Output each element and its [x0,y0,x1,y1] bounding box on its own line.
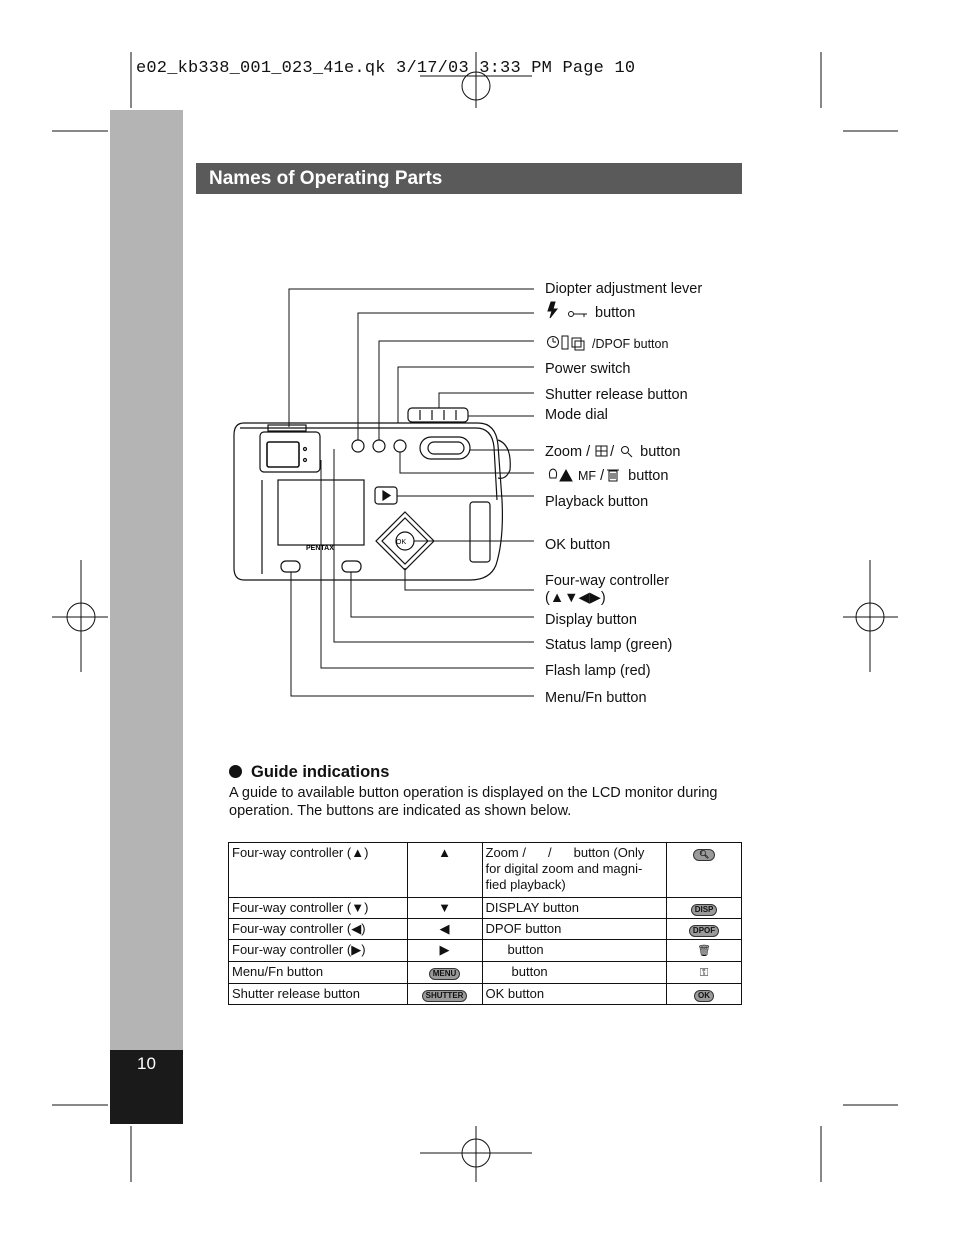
guide-text: A guide to available button operation is displayed on the LCD monitor during operation. The buttons are indicated as shown below. [229,785,718,819]
label-fourway: Four-way controller [545,573,670,589]
table-row [229,898,742,919]
label-diopter: Diopter adjustment lever [545,281,703,297]
key-icon: ⚿ [667,962,742,984]
landscape-icon [560,470,572,481]
table-row [229,984,742,1005]
down-arrow-symbol: ▼ [407,898,482,919]
table-row [229,919,742,940]
dpof-badge: DPOF [689,925,719,937]
zoom-icon: 🔍︎ [667,843,742,898]
label-flash-protect: button [595,305,636,321]
ok-key-text: OK [396,539,407,546]
left-arrow-symbol: ◀ [407,919,482,940]
self-timer-icon [548,337,559,348]
table-cell: button [482,940,667,962]
page-title: Names of Operating Parts [209,168,443,189]
trash-icon: 🗑︎ [667,940,742,962]
up-arrow-symbol: ▲ [407,843,482,898]
table-cell: Four-way controller (▶) [229,940,408,962]
label-playback: Playback button [545,494,649,510]
table-cell: button [482,962,667,984]
label-zoom: Zoom / / button [545,444,681,460]
continuous-icon [572,338,581,347]
label-status-lamp: Status lamp (green) [545,637,673,653]
label-flash-lamp: Flash lamp (red) [545,663,651,679]
menu-badge: MENU [429,968,461,980]
table-row [229,843,742,898]
label-fourway-arrows: (▲▼◀▶) [545,590,606,606]
table-cell: Four-way controller (◀) [229,919,408,940]
brand-logo: PENTAX [306,545,334,552]
disp-badge: DISP [691,904,718,916]
label-menu: Menu/Fn button [545,690,647,706]
guide-heading: Guide indications [229,763,389,782]
label-selftimer-dpof: /DPOF button [592,337,669,351]
label-ok: OK button [545,537,611,553]
guide-table [228,842,742,1005]
shutter-badge: SHUTTER [422,990,468,1002]
label-shutter: Shutter release button [545,387,688,403]
table-row [229,962,742,984]
table-cell: DISPLAY button [482,898,667,919]
label-display: Display button [545,612,637,628]
label-focus-delete: MF / button [578,468,669,484]
table-cell: Shutter release button [229,984,408,1005]
table-cell: Zoom / / button (Only for digital zoom and magni-fied playback) [482,843,667,898]
label-mode-dial: Mode dial [545,407,608,423]
bullet-icon [229,765,242,778]
macro-icon [549,469,556,478]
table-cell: OK button [482,984,667,1005]
flash-icon [548,302,557,318]
table-cell: Four-way controller (▲) [229,843,408,898]
right-arrow-symbol: ▶ [407,940,482,962]
ok-badge: OK [694,990,714,1002]
table-row [229,940,742,962]
page-number: 10 [137,1054,156,1073]
label-power: Power switch [545,361,631,377]
table-cell: Four-way controller (▼) [229,898,408,919]
file-header: e02_kb338_001_023_41e.qk 3/17/03 3:33 PM Page 10 [136,59,636,78]
remote-icon [562,336,568,349]
table-cell: Menu/Fn button [229,962,408,984]
table-cell: DPOF button [482,919,667,940]
